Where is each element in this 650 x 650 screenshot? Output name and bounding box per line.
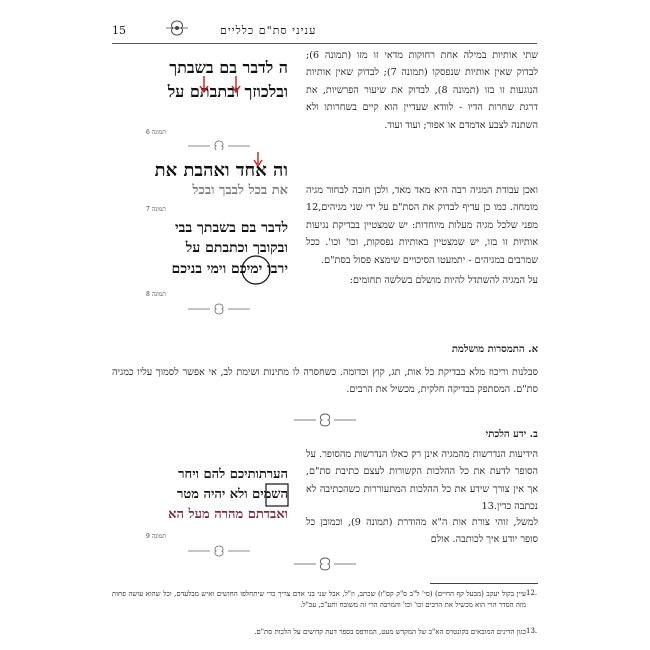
figure-8 xyxy=(140,218,290,300)
figure-9-caption: תמונה 9 xyxy=(146,533,166,540)
figure-6-line-2: ובלכוזך ובתבתם על xyxy=(167,82,288,101)
page-number: 15 xyxy=(112,24,126,37)
figure-8-circle-marker-icon xyxy=(140,218,290,300)
heading-a: א. התמסרות מושלמת xyxy=(451,344,538,355)
figure-8-caption: תמונה 8 xyxy=(146,291,166,298)
figure-7-caption: תמונה 7 xyxy=(146,206,166,213)
figure-8-line-2: ובקובך וכתבתם על xyxy=(185,240,288,256)
figure-9-line-2: השמים ולא יהיה מטר xyxy=(177,487,288,502)
figure-6-line-1: ה לדבר בם בשבתך xyxy=(169,58,288,77)
figure-7-arrow-icon xyxy=(140,150,290,180)
section-ornament-icon xyxy=(292,412,358,431)
figure-6-caption: תמונה 6 xyxy=(146,129,166,136)
figure-8-line-1: לדבר בם בשבתך בבי xyxy=(175,220,288,236)
header-rule xyxy=(112,43,537,44)
paragraph-6: למשל, זוהי צורת אות ה"א מהודרת (תמונה 9), וכמובן כל סופר יודע איך לכותבה. אולם xyxy=(306,517,538,546)
running-header-title: עניני סת"ם כלליים xyxy=(220,24,317,37)
footnote-13-number: 13. xyxy=(526,627,538,635)
paragraph-1: שתי אותיות במילה אחת רחוקות מדאי זו מזו (תמונה 6); לבדוק שאין אותיות שנפסקו (תמונה 7); לבדוק שאין אותיות הנוגעות זו בזו (תמונה 8), לבדוק את שיעור הפרשיות, את דרגת שחרות הדיו - לוודא שעדיין הוא קיים בשחרותו ולא השתנה לצבע אדמדם או אפור; ועוד ועוד. xyxy=(306,50,538,131)
figure-7-line-1: וה אחד ואהבת את xyxy=(154,160,288,181)
figure-9 xyxy=(140,462,290,542)
paragraph-2: ואכן עבודת המגיה רבה היא מאד מאד, ולכן חובה לבחור מגיה מומחה. כמו כן עדיף לבדוק את הסת"ם על ידי שני מגיהים,12 מפני שלכל מגיה מעלות מיוחדות: יש שמצטיין בבדיקת נגיעות אותיות זו בזו, יש שמצטיין באותיות נפסקות, וכו' וכו'. ככל שמרבים במגיהים - יתמעטו הסיכויים שימצא פסול בסת"ם. xyxy=(306,185,538,266)
figure-9-line-1: הערתותיכם להם ויחר xyxy=(178,467,288,482)
figure-6-arrows-icon xyxy=(140,74,290,104)
footnote-rule xyxy=(430,583,538,584)
figure-8-ornament-icon xyxy=(186,300,252,319)
footnote-12-number: 12. xyxy=(526,589,538,597)
paragraph-4: סבלנות וריכוז מלא בבדיקת כל אות, תג, קוץ וכדומה. כשחסרה לו מתינות ושימת לב, אי אפשר לסמוך עליו כמגיה סת"ם. המסתפק בבדיקה חלקית, מכשיל את הרבים. xyxy=(112,367,538,396)
heading-b: ב. ידע הלכתי xyxy=(485,429,538,440)
header-ornament-icon xyxy=(164,18,190,38)
footnote-13-text: כגון הדינים המובאים בקונטרס הא"ב של המקדש מעט, המודפס בספר דעת קדושים על הלכות סת"ם. xyxy=(254,628,526,636)
figure-7-line-2: את בכל לבבך ובכל xyxy=(192,183,288,198)
footnote-12-text: עיין בקול יעקב (מבעל קף החיים) (סי' ל"ב ס"ק קס"ז) שכתב, וז"ל, אבל שני בני אדם צריך כדי שיתחלפו החושים ואיש מבלעדם, וכל שהוא עושה פחות מזה הסדר הרי הוא מכשיל את הרבים וכו' וכו' והמרבה הרי זה משובח ותע"כ, עכ"ל. xyxy=(112,590,526,609)
figure-6 xyxy=(140,54,290,138)
figure-9-letter-box-icon xyxy=(140,462,290,542)
paragraph-5: הידיעות הנדרשות מהמגיה אינן רק כאלו הנדרשות מהסופר. על הסופר לדעת את כל ההלכות הקשורות לעצם כתיבת סת"ם, אך אין צורך שידע את כל ההלכות המתעוררות כשהכתיבה לא נכתבה כדין.13 xyxy=(306,449,538,513)
figure-9-ornament-icon xyxy=(186,542,252,561)
figure-7 xyxy=(140,150,290,215)
figure-8-line-3: ירבו ימיכם וימי בניכם xyxy=(171,261,288,277)
figure-9-line-3: ואבדתם מהרה מעל הא xyxy=(168,507,288,522)
paragraph-3: על המגיה להשתדל להיות מושלם בשלשה תחומים: xyxy=(349,275,538,286)
bottom-ornament-icon xyxy=(292,556,358,575)
